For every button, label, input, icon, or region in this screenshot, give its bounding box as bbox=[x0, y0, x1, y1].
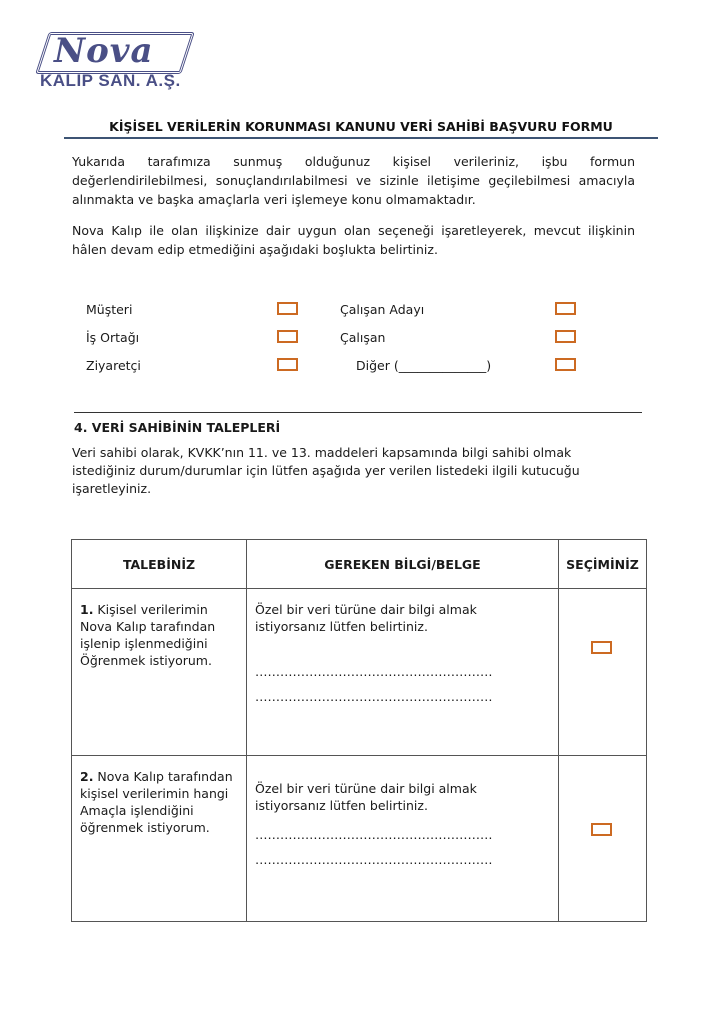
selection-cell bbox=[559, 589, 647, 756]
table-header-row bbox=[72, 540, 647, 589]
header-selection: SEÇİMİNİZ bbox=[559, 540, 647, 589]
relation-label-employee: Çalışan bbox=[340, 330, 386, 345]
info-dotted-line[interactable]: ………………………………………………… bbox=[255, 827, 493, 842]
relation-checkbox-customer[interactable] bbox=[277, 302, 298, 315]
info-text: Özel bir veri türüne dair bilgi almak istiyorsanız lütfen belirtiniz. bbox=[255, 602, 477, 634]
request-number: 1. bbox=[80, 602, 94, 617]
relation-label-visitor: Ziyaretçi bbox=[86, 358, 141, 373]
request-table bbox=[71, 539, 647, 922]
info-cell bbox=[247, 756, 559, 922]
relation-label-customer: Müşteri bbox=[86, 302, 133, 317]
request-cell bbox=[72, 589, 247, 756]
request-text: Nova Kalıp tarafından kişisel verilerimin hangi Amaçla işlendiğini öğrenmek istiyorum. bbox=[80, 769, 233, 835]
info-dotted-line[interactable]: ………………………………………………… bbox=[255, 852, 493, 867]
request-text: Kişisel verilerimin Nova Kalıp tarafından işlenip işlenmediğini Öğrenmek istiyorum. bbox=[80, 602, 216, 668]
section-divider bbox=[74, 412, 642, 413]
relation-checkbox-partner[interactable] bbox=[277, 330, 298, 343]
table-row bbox=[72, 756, 647, 922]
info-dotted-line[interactable]: ………………………………………………… bbox=[255, 689, 493, 704]
company-logo bbox=[40, 30, 192, 92]
selection-cell bbox=[559, 756, 647, 922]
selection-checkbox-2[interactable] bbox=[591, 823, 612, 836]
relation-paragraph: Nova Kalıp ile olan ilişkinize dair uygun olan seçeneği işaretleyerek, mevcut ilişkinin hâlen devam edip etmediğini aşağıdaki boşlukta belirtiniz. bbox=[72, 223, 635, 257]
header-request: TALEBİNİZ bbox=[72, 540, 247, 589]
relation-label-candidate: Çalışan Adayı bbox=[340, 302, 425, 317]
logo-brand: Nova bbox=[54, 31, 154, 71]
relation-label-partner: İş Ortağı bbox=[86, 330, 140, 345]
title-underline bbox=[64, 137, 658, 139]
info-cell bbox=[247, 589, 559, 756]
relation-checkbox-employee[interactable] bbox=[555, 330, 576, 343]
info-dotted-line[interactable]: ………………………………………………… bbox=[255, 664, 493, 679]
section-4-text: Veri sahibi olarak, KVKK’nın 11. ve 13. maddeleri kapsamında bilgi sahibi olmak istediğiniz durum/durumlar için lütfen aşağıda yer verilen listedeki ilgili kutucuğu işaretleyiniz. bbox=[72, 445, 580, 496]
form-title: KİŞİSEL VERİLERİN KORUNMASI KANUNU VERİ SAHİBİ BAŞVURU FORMU bbox=[109, 119, 613, 134]
logo-company: KALIP SAN. A.Ş. bbox=[40, 71, 181, 90]
info-text: Özel bir veri türüne dair bilgi almak istiyorsanız lütfen belirtiniz. bbox=[255, 781, 477, 813]
selection-checkbox-1[interactable] bbox=[591, 641, 612, 654]
relation-checkbox-candidate[interactable] bbox=[555, 302, 576, 315]
intro-paragraph: Yukarıda tarafımıza sunmuş olduğunuz kişisel verileriniz, işbu formun değerlendirilebilmesi, sonuçlandırılabilmesi ve sizinle iletişime geçilebilmesi amacıyla alınmakta ve başka amaçlarla veri işlemeye konu olmamaktadır. bbox=[72, 154, 635, 207]
section-4-title: 4. VERİ SAHİBİNİN TALEPLERİ bbox=[74, 420, 281, 435]
request-cell bbox=[72, 756, 247, 922]
relation-label-other: Diğer (______________) bbox=[356, 358, 492, 373]
relation-checkbox-visitor[interactable] bbox=[277, 358, 298, 371]
table-row bbox=[72, 589, 647, 756]
relation-checkbox-other[interactable] bbox=[555, 358, 576, 371]
request-number: 2. bbox=[80, 769, 94, 784]
header-required-info: GEREKEN BİLGİ/BELGE bbox=[247, 540, 559, 589]
